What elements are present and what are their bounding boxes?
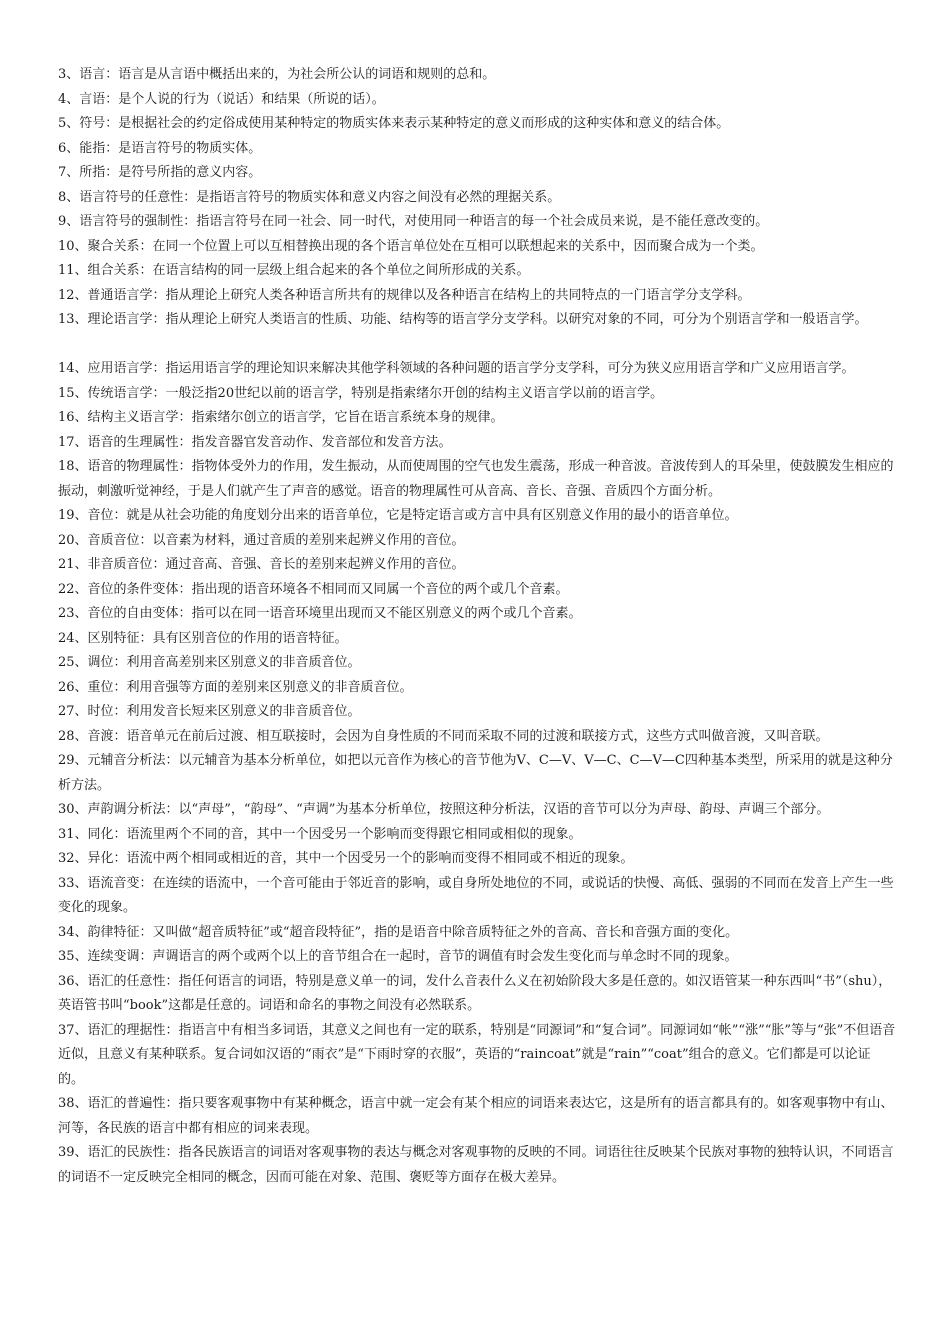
term-definition-14: 14、应用语言学：指运用语言学的理论知识来解决其他学科领域的各种问题的语言学分支学科，可分为狭义应用语言学和广义应用语言学。 [58, 361, 855, 376]
term-definition-38: 38、语汇的普遍性：指只要客观事物中有某种概念，语言中就一定会有某个相应的词语来表达它，这是所有的语言都具有的。如客观事物中有山、河等，各民族的语言中都有相应的词来表现。 [58, 1096, 894, 1136]
term-definition-20: 20、音质音位：以音素为材料，通过音质的差别来起辨义作用的音位。 [58, 532, 465, 548]
term-definition-33: 33、语流音变：在连续的语流中，一个音可能由于邻近音的影响，或自身所处地位的不同，或说话的快慢、高低、强弱的不同而在发音上产生一些变化的现象。 [58, 875, 894, 915]
blank-line [58, 333, 896, 358]
term-definition-21: 21、非音质音位：通过音高、音强、音长的差别来起辨义作用的音位。 [58, 557, 465, 572]
term-definition-28: 28、音渡：语音单元在前后过渡、相互联接时，会因为自身性质的不同而采取不同的过渡和联接方式，这些方式叫做音渡，又叫音联。 [58, 728, 829, 744]
term-definition-3: 3、语言：语言是从言语中概括出来的，为社会所公认的词语和规则的总和。 [58, 67, 496, 82]
term-definition-6: 6、能指：是语言符号的物质实体。 [58, 140, 262, 156]
term-definition-27: 27、时位：利用发音长短来区别意义的非音质音位。 [58, 704, 361, 719]
term-definition-31: 31、同化：语流里两个不同的音，其中一个因受另一个影响而变得跟它相同或相似的现象。 [58, 826, 582, 842]
document-page [58, 63, 896, 1190]
term-definition-25: 25、调位：利用音高差别来区别意义的非音质音位。 [58, 655, 361, 670]
term-definition-5: 5、符号：是根据社会的约定俗成使用某种特定的物质实体来表示某种特定的意义而形成的这种实体和意义的结合体。 [58, 116, 730, 131]
term-definition-34: 34、韵律特征：又叫做“超音质特征”或“超音段特征”，指的是语音中除音质特征之外的音高、音长和音强方面的变化。 [58, 924, 739, 940]
term-definition-37: 37、语汇的理据性：指语言中有相当多词语，其意义之间也有一定的联系，特别是“同源词”和“复合词”。同源词如“帐”“涨”“胀”等与“张”不但语音近似，且意义有某种联系。复合词如汉语的“雨衣”是“下雨时穿的衣服”，英语的“raincoat”就是“rain”“coat”组合的意义。它们都是可以论证的。 [58, 1022, 896, 1087]
term-definition-19: 19、音位：就是从社会功能的角度划分出来的语音单位，它是特定语言或方言中具有区别意义作用的最小的语音单位。 [58, 508, 738, 523]
term-definition-39: 39、语汇的民族性：指各民族语言的词语对客观事物的表达与概念对客观事物的反映的不同。词语往往反映某个民族对事物的独特认识，不同语言的词语不一定反映完全相同的概念，因而可能在对象、范围、褒贬等方面存在极大差异。 [58, 1145, 894, 1185]
term-definition-16: 16、结构主义语言学：指索绪尔创立的语言学，它旨在语言系统本身的规律。 [58, 410, 504, 425]
term-definition-30: 30、声韵调分析法：以“声母”，“韵母”、“声调”为基本分析单位，按照这种分析法，汉语的音节可以分为声母、韵母、声调三个部分。 [58, 802, 830, 817]
term-definition-8: 8、语言符号的任意性：是指语言符号的物质实体和意义内容之间没有必然的理据关系。 [58, 189, 561, 205]
term-definition-11: 11、组合关系：在语言结构的同一层级上组合起来的各个单位之间所形成的关系。 [58, 263, 530, 278]
term-definition-12: 12、普通语言学：指从理论上研究人类各种语言所共有的规律以及各种语言在结构上的共同特点的一门语言学分支学科。 [58, 287, 751, 303]
term-definition-35: 35、连续变调：声调语言的两个或两个以上的音节组合在一起时，音节的调值有时会发生变化而与单念时不同的现象。 [58, 949, 738, 964]
term-definition-23: 23、音位的自由变体：指可以在同一语音环境里出现而又不能区别意义的两个或几个音素。 [58, 606, 582, 621]
term-definition-15: 15、传统语言学：一般泛指20世纪以前的语言学，特别是指索绪尔开创的结构主义语言学以前的语言学。 [58, 385, 664, 401]
term-definition-22: 22、音位的条件变体：指出现的语音环境各不相同而又同属一个音位的两个或几个音素。 [58, 581, 569, 597]
term-definition-36: 36、语汇的任意性：指任何语言的词语，特别是意义单一的词，发什么音表什么义在初始阶段大多是任意的。如汉语管某一种东西叫“书”（shu），英语管书叫“book”这都是任意的。词语和命名的事物之间没有必然联系。 [58, 973, 892, 1013]
term-definition-32: 32、异化：语流中两个相同或相近的音，其中一个因受另一个的影响而变得不相同或不相近的现象。 [58, 851, 634, 866]
term-definition-17: 17、语音的生理属性：指发音器官发音动作、发音部位和发音方法。 [58, 434, 452, 450]
term-definition-26: 26、重位：利用音强等方面的差别来区别意义的非音质音位。 [58, 679, 413, 695]
term-definition-13: 13、理论语言学：指从理论上研究人类语言的性质、功能、结构等的语言学分支学科。以研究对象的不同，可分为个别语言学和一般语言学。 [58, 312, 868, 327]
term-definition-7: 7、所指：是符号所指的意义内容。 [58, 165, 262, 180]
term-definition-18: 18、语音的物理属性：指物体受外力的作用，发生振动，从而使周围的空气也发生震荡，形成一种音波。音波传到人的耳朵里，使鼓膜发生相应的振动，刺激听觉神经，于是人们就产生了声音的感觉。语音的物理属性可从音高、音长、音强、音质四个方面分析。 [58, 459, 894, 499]
term-definition-10: 10、聚合关系：在同一个位置上可以互相替换出现的各个语言单位处在互相可以联想起来的关系中，因而聚合成为一个类。 [58, 238, 764, 254]
term-definition-9: 9、语言符号的强制性：指语言符号在同一社会、同一时代，对使用同一种语言的每一个社会成员来说，是不能任意改变的。 [58, 214, 769, 229]
term-definition-24: 24、区别特征：具有区别音位的作用的语音特征。 [58, 630, 348, 646]
term-definition-4: 4、言语：是个人说的行为（说话）和结果（所说的话）。 [58, 91, 385, 107]
term-definition-29: 29、元辅音分析法：以元辅音为基本分析单位，如把以元音作为核心的音节他为V、C—V、V—C、C—V—C四种基本类型，所采用的就是这种分析方法。 [58, 753, 893, 793]
